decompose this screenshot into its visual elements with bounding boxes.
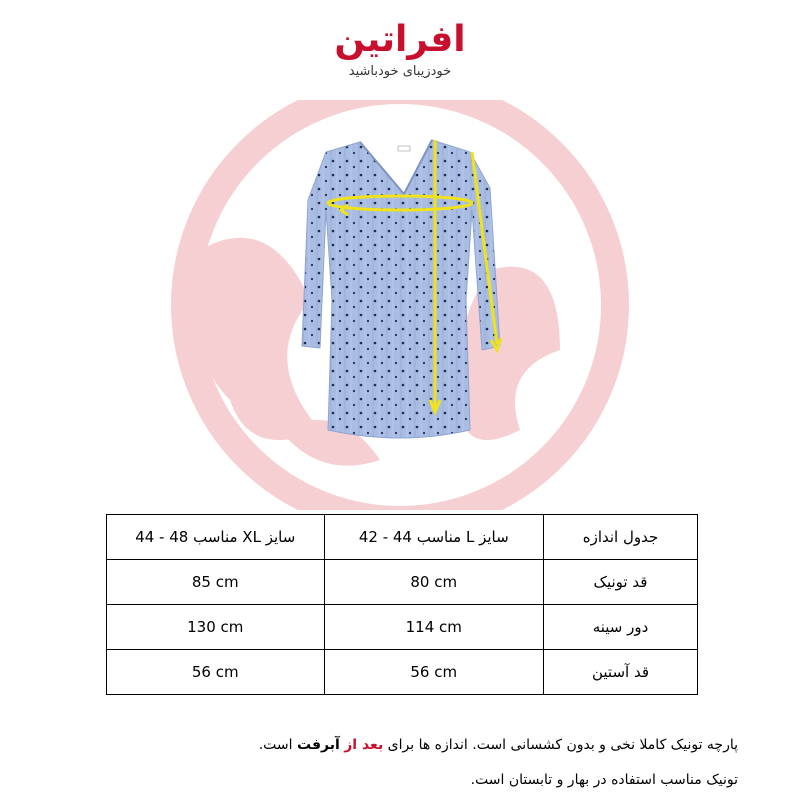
cell-l: 80 cm [324, 560, 543, 605]
table-row [107, 650, 698, 695]
header-xl: سایز XL مناسب 48 - 44 [107, 515, 325, 560]
brand-slogan: خودزیبای خودباشید [348, 64, 452, 79]
brand-logo [300, 18, 500, 88]
table-header-row [107, 515, 698, 560]
fabric-note [259, 737, 738, 753]
cell-l: 114 cm [324, 605, 543, 650]
table-row [107, 605, 698, 650]
row-label: دور سینه [543, 605, 697, 650]
cell-xl: 56 cm [107, 650, 325, 695]
fabric-note-bold: آبرفت [297, 737, 340, 753]
cell-xl: 130 cm [107, 605, 325, 650]
row-label: قد آستین [543, 650, 697, 695]
fabric-note-highlight: بعد از [344, 737, 384, 753]
season-note: تونیک مناسب استفاده در بهار و تابستان است. [470, 772, 738, 788]
size-table [106, 514, 698, 695]
fabric-note-end: است. [258, 737, 298, 753]
row-label: قد تونیک [543, 560, 697, 605]
table-row [107, 560, 698, 605]
fabric-note-text: پارچه تونیک کاملا نخی و بدون کشسانی است. اندازه ها برای [383, 737, 738, 753]
header-size-chart: جدول اندازه [543, 515, 697, 560]
product-image [160, 100, 640, 510]
header-l: سایز L مناسب 44 - 42 [324, 515, 543, 560]
brand-name: افراتین [334, 19, 466, 60]
cell-xl: 85 cm [107, 560, 325, 605]
cell-l: 56 cm [324, 650, 543, 695]
